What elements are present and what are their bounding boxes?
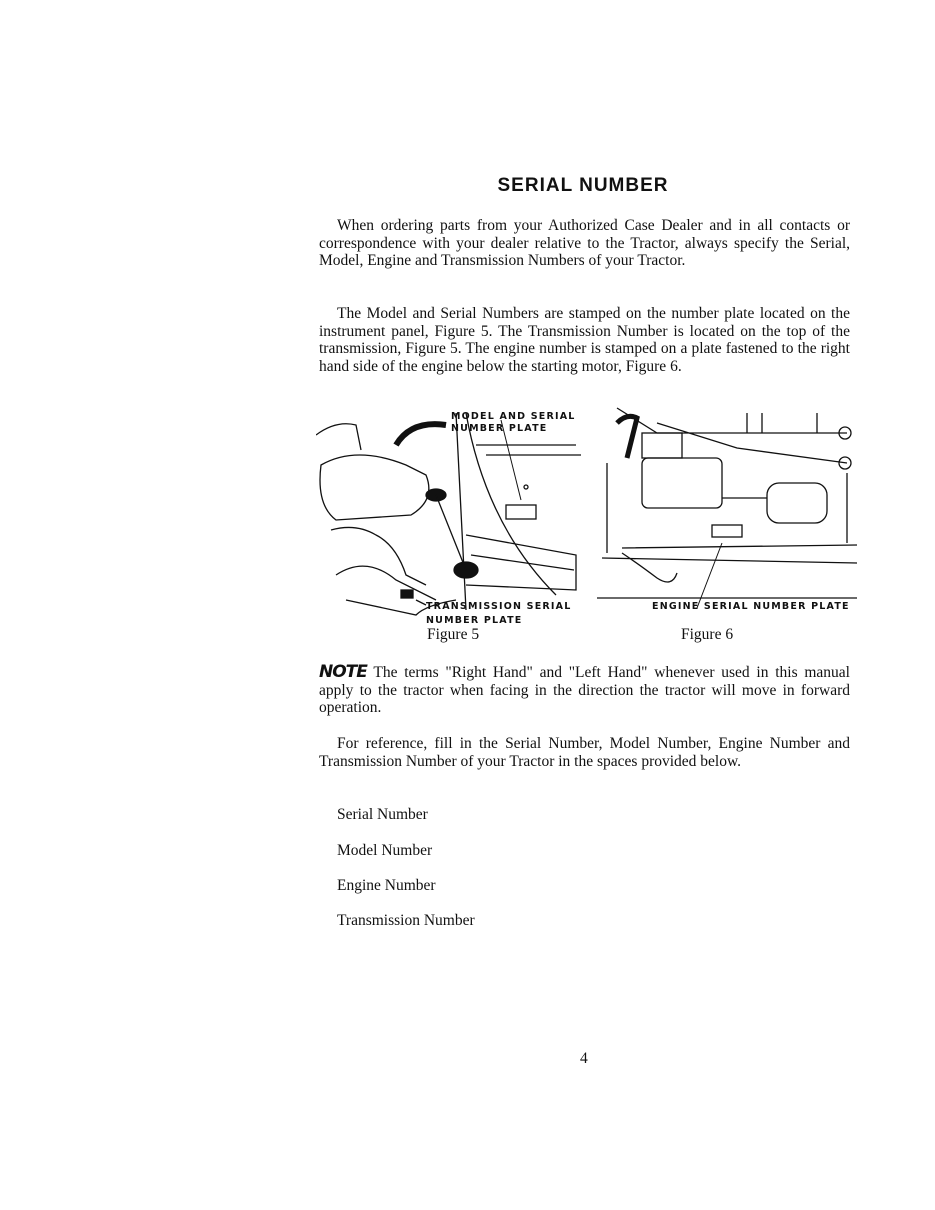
transmission-plate-label-2: NUMBER PLATE <box>426 615 523 626</box>
page-title: SERIAL NUMBER <box>497 175 669 196</box>
location-paragraph: The Model and Serial Numbers are stamped on the number plate located on the instrument panel, Figure 5. The Transmission Number is located on the top of the transmission, Figure 5. The engine number is stamped on a plate fastened to the right hand side of the engine below the starting motor, Figure 6. <box>319 305 850 375</box>
intro-paragraph: When ordering parts from your Authorized Case Dealer and in all contacts or correspondence with your dealer relative to the Tractor, always specify the Serial, Model, Engine and Transmission Numbers of your Tractor. <box>319 217 850 270</box>
engine-number-field: Engine Number <box>337 877 436 894</box>
figure-5-illustration <box>316 405 586 625</box>
figure-6-illustration <box>597 403 857 615</box>
transmission-number-field: Transmission Number <box>337 912 475 929</box>
serial-number-field: Serial Number <box>337 806 428 823</box>
note-paragraph <box>319 664 850 717</box>
figure-6-caption: Figure 6 <box>681 626 734 643</box>
note-tag: NOTE <box>319 662 367 682</box>
figure-5-caption: Figure 5 <box>427 626 480 643</box>
engine-plate-label: ENGINE SERIAL NUMBER PLATE <box>652 601 850 612</box>
reference-paragraph: For reference, fill in the Serial Number, Model Number, Engine Number and Transmission Number of your Tractor in the spaces provided below. <box>319 735 850 770</box>
page-number: 4 <box>580 1050 588 1067</box>
model-serial-plate-label-2: NUMBER PLATE <box>451 423 548 434</box>
model-number-field: Model Number <box>337 842 433 859</box>
transmission-plate-label: TRANSMISSION SERIAL <box>426 601 572 612</box>
note-text: The terms "Right Hand" and "Left Hand" whenever used in this manual apply to the tractor when facing in the direction the tractor will move in forward operation. <box>319 664 850 717</box>
model-serial-plate-label: MODEL AND SERIAL <box>451 411 576 422</box>
